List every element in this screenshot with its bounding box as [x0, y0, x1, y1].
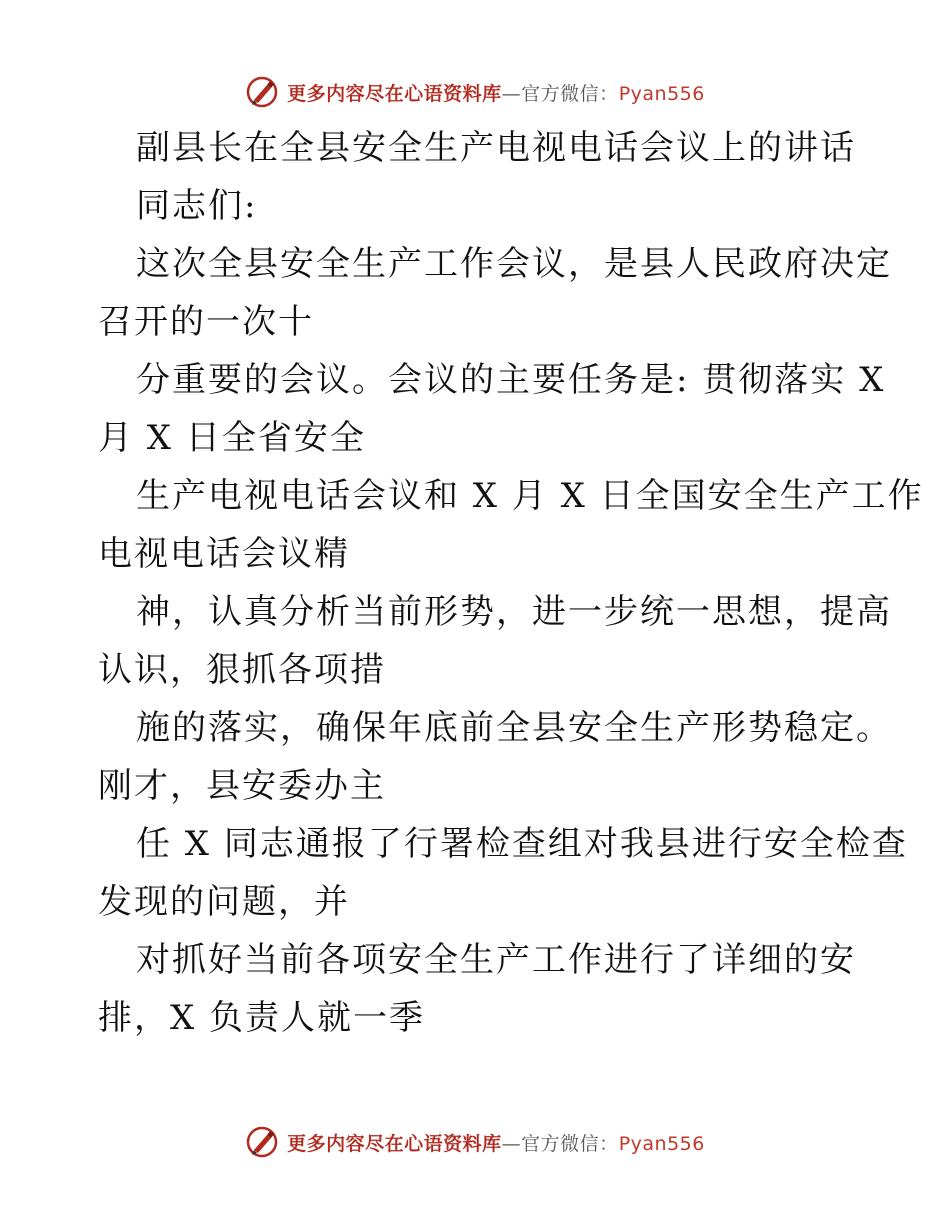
pen-logo-icon — [245, 75, 279, 109]
watermark-wechat-label: 官方微信： — [521, 82, 619, 105]
watermark-wechat-id: Pyan556 — [618, 82, 705, 105]
footer-watermark — [0, 1122, 950, 1162]
pen-logo-icon — [245, 1125, 279, 1159]
paragraph-line: 对抓好当前各项安全生产工作进行了详细的安 — [136, 940, 856, 980]
paragraph-line: 月 X 日全省安全 — [98, 418, 366, 458]
paragraph-line: 这次全县安全生产工作会议，是县人民政府决定 — [136, 244, 892, 284]
paragraph-line: 分重要的会议。会议的主要任务是: 贯彻落实 X — [136, 360, 886, 400]
paragraph-line: 发现的问题，并 — [98, 882, 350, 922]
salutation: 同志们: — [136, 186, 258, 226]
paragraph-line: 认识，狠抓各项措 — [98, 650, 386, 690]
paragraph-line: 召开的一次十 — [98, 302, 314, 342]
paragraph-line: 生产电视电话会议和 X 月 X 日全国安全生产工作 — [136, 476, 924, 516]
paragraph-line: 任 X 同志通报了行署检查组对我县进行安全检查 — [136, 824, 908, 864]
paragraph-line: 神，认真分析当前形势，进一步统一思想，提高 — [136, 592, 892, 632]
header-watermark — [0, 72, 950, 112]
watermark-dash: — — [501, 1132, 522, 1155]
paragraph-line: 施的落实，确保年底前全县安全生产形势稳定。 — [136, 708, 892, 748]
watermark-wechat-label: 官方微信： — [521, 1132, 619, 1155]
watermark-dash: — — [501, 82, 522, 105]
document-title: 副县长在全县安全生产电视电话会议上的讲话 — [136, 128, 856, 168]
paragraph-line: 电视电话会议精 — [98, 534, 350, 574]
watermark-text: 更多内容尽在心语资料库 — [287, 1132, 502, 1155]
watermark-text: 更多内容尽在心语资料库 — [287, 82, 502, 105]
watermark-wechat-id: Pyan556 — [618, 1132, 705, 1155]
paragraph-line: 刚才，县安委办主 — [98, 766, 386, 806]
document-body — [98, 122, 924, 1050]
paragraph-line: 排，X 负责人就一季 — [98, 998, 426, 1038]
